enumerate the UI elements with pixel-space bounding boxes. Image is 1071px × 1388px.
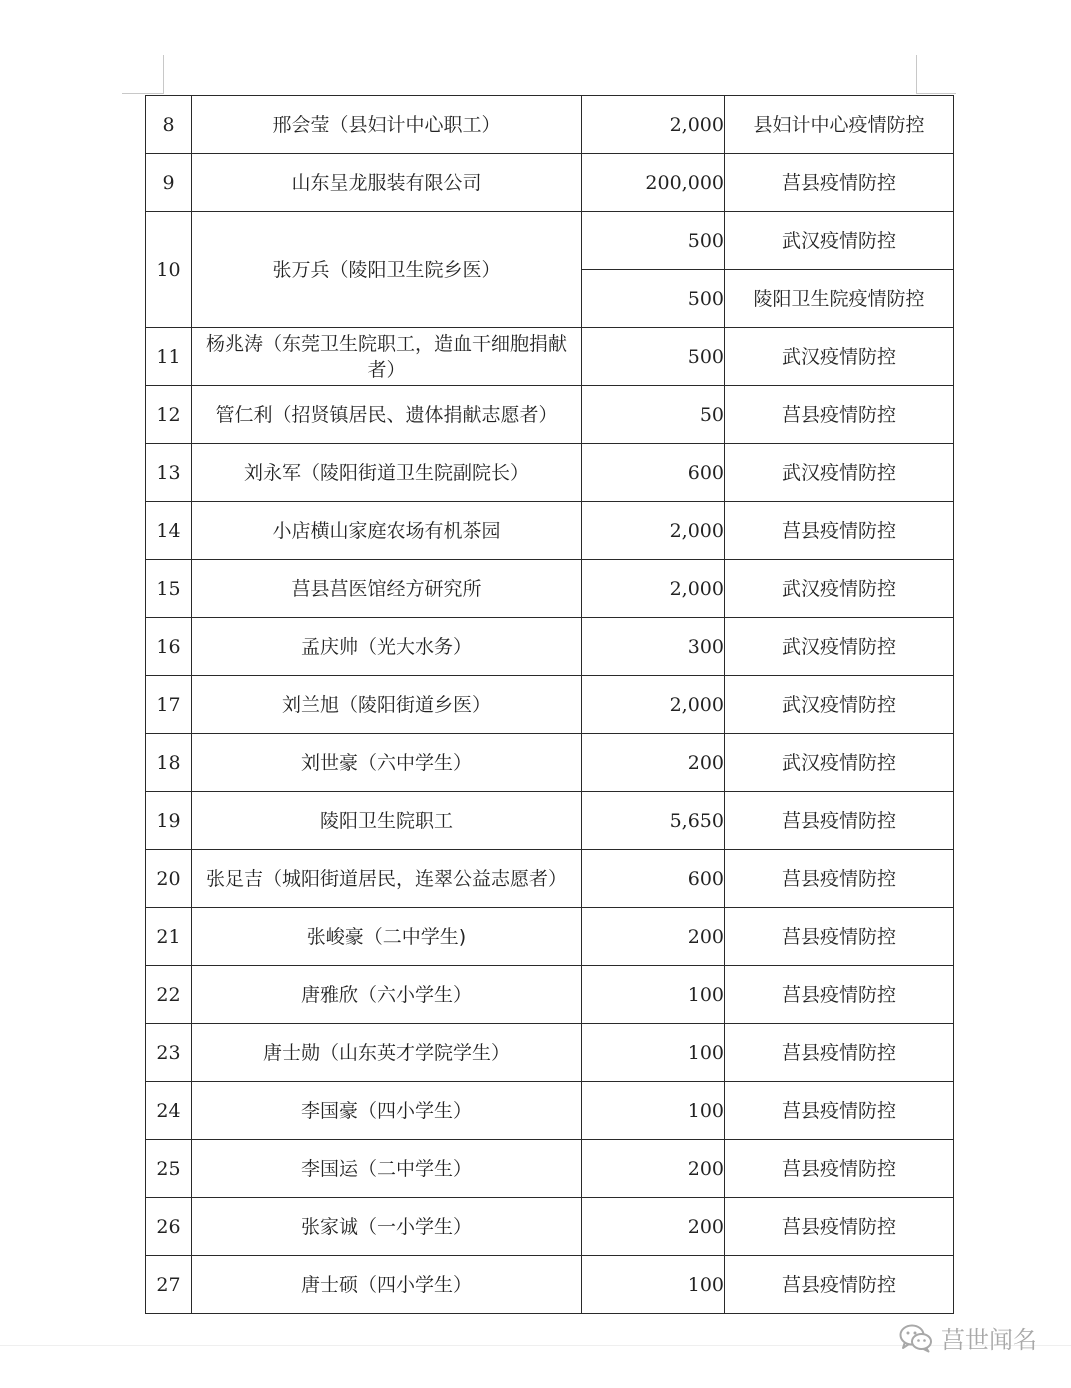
row-number: 19: [146, 792, 192, 850]
table-row: [146, 502, 954, 560]
donation-purpose: 莒县疫情防控: [725, 386, 954, 444]
donor-name: 刘永军（陵阳街道卫生院副院长）: [192, 444, 582, 502]
table-row: [146, 560, 954, 618]
donation-amount: 500: [582, 270, 725, 328]
donor-name: 陵阳卫生院职工: [192, 792, 582, 850]
donation-amount: 2,000: [582, 502, 725, 560]
donor-name: 李国运（二中学生）: [192, 1140, 582, 1198]
donation-purpose: 武汉疫情防控: [725, 212, 954, 270]
table-row: [146, 1198, 954, 1256]
donation-purpose: 莒县疫情防控: [725, 502, 954, 560]
donor-name: 山东呈龙服装有限公司: [192, 154, 582, 212]
table-row: [146, 444, 954, 502]
donation-purpose: 武汉疫情防控: [725, 618, 954, 676]
crop-mark-top-right-vertical: [916, 55, 917, 93]
donation-amount: 500: [582, 212, 725, 270]
donation-purpose: 莒县疫情防控: [725, 1082, 954, 1140]
table-row: [146, 908, 954, 966]
donation-purpose: 莒县疫情防控: [725, 792, 954, 850]
table-row: [146, 676, 954, 734]
table-row: [146, 792, 954, 850]
row-number: 24: [146, 1082, 192, 1140]
row-number: 11: [146, 328, 192, 386]
donation-amount: 300: [582, 618, 725, 676]
donation-amount: 100: [582, 966, 725, 1024]
donor-name: 张峻豪（二中学生): [192, 908, 582, 966]
table-row: [146, 1024, 954, 1082]
donation-purpose: 县妇计中心疫情防控: [725, 96, 954, 154]
donor-name: 刘世豪（六中学生）: [192, 734, 582, 792]
wechat-icon: [899, 1323, 933, 1353]
row-number: 25: [146, 1140, 192, 1198]
donor-name: 李国豪（四小学生）: [192, 1082, 582, 1140]
donation-purpose: 莒县疫情防控: [725, 850, 954, 908]
donation-purpose: 武汉疫情防控: [725, 734, 954, 792]
table-row: [146, 850, 954, 908]
row-number: 13: [146, 444, 192, 502]
watermark: [899, 1320, 1037, 1355]
donation-purpose: 莒县疫情防控: [725, 1140, 954, 1198]
row-number: 27: [146, 1256, 192, 1314]
donation-amount: 600: [582, 850, 725, 908]
donation-amount: 2,000: [582, 96, 725, 154]
donation-amount: 50: [582, 386, 725, 444]
donation-purpose: 莒县疫情防控: [725, 908, 954, 966]
donation-purpose: 武汉疫情防控: [725, 444, 954, 502]
donor-name: 唐士硕（四小学生）: [192, 1256, 582, 1314]
table-row: [146, 386, 954, 444]
donation-amount: 2,000: [582, 676, 725, 734]
donor-name: 孟庆帅（光大水务）: [192, 618, 582, 676]
row-number: 12: [146, 386, 192, 444]
row-number: 15: [146, 560, 192, 618]
donation-purpose: 莒县疫情防控: [725, 1198, 954, 1256]
row-number: 20: [146, 850, 192, 908]
row-number: 23: [146, 1024, 192, 1082]
donor-name: 唐士勋（山东英才学院学生）: [192, 1024, 582, 1082]
row-number: 14: [146, 502, 192, 560]
donor-name: 管仁利（招贤镇居民、遗体捐献志愿者）: [192, 386, 582, 444]
watermark-text: 莒世闻名: [941, 1326, 1037, 1354]
table-row: [146, 734, 954, 792]
row-number: 18: [146, 734, 192, 792]
donation-amount: 100: [582, 1082, 725, 1140]
donor-name: 张足吉（城阳街道居民，连翠公益志愿者）: [192, 850, 582, 908]
donor-name: 邢会莹（县妇计中心职工）: [192, 96, 582, 154]
donation-amount: 100: [582, 1024, 725, 1082]
row-number: 10: [146, 212, 192, 328]
donation-purpose: 莒县疫情防控: [725, 154, 954, 212]
donation-amount: 600: [582, 444, 725, 502]
table-row: [146, 1256, 954, 1314]
donation-purpose: 武汉疫情防控: [725, 328, 954, 386]
donation-amount: 200: [582, 908, 725, 966]
donor-name: 唐雅欣（六小学生）: [192, 966, 582, 1024]
table-row: [146, 212, 954, 270]
donation-purpose: 武汉疫情防控: [725, 560, 954, 618]
donor-name: 张万兵（陵阳卫生院乡医）: [192, 212, 582, 328]
row-number: 9: [146, 154, 192, 212]
donation-amount: 200: [582, 734, 725, 792]
donor-name: 张家诚（一小学生）: [192, 1198, 582, 1256]
donation-amount: 500: [582, 328, 725, 386]
table-row: [146, 618, 954, 676]
table-row: [146, 328, 954, 386]
donation-table-body: [146, 96, 954, 1314]
table-row: [146, 966, 954, 1024]
donor-name: 刘兰旭（陵阳街道乡医）: [192, 676, 582, 734]
row-number: 26: [146, 1198, 192, 1256]
donation-amount: 100: [582, 1256, 725, 1314]
table-row: [146, 1140, 954, 1198]
donation-amount: 200,000: [582, 154, 725, 212]
donor-name: 小店横山家庭农场有机茶园: [192, 502, 582, 560]
donation-amount: 200: [582, 1198, 725, 1256]
donation-purpose: 莒县疫情防控: [725, 1256, 954, 1314]
row-number: 21: [146, 908, 192, 966]
donation-amount: 200: [582, 1140, 725, 1198]
row-number: 17: [146, 676, 192, 734]
donation-purpose: 莒县疫情防控: [725, 966, 954, 1024]
donation-amount: 2,000: [582, 560, 725, 618]
crop-mark-top-left-horizontal: [122, 93, 164, 94]
table-row: [146, 1082, 954, 1140]
row-number: 22: [146, 966, 192, 1024]
donation-purpose: 武汉疫情防控: [725, 676, 954, 734]
donor-name: 莒县莒医馆经方研究所: [192, 560, 582, 618]
crop-mark-top-left-vertical: [163, 55, 164, 93]
table-row: [146, 154, 954, 212]
donation-table: [145, 95, 954, 1314]
table-row: [146, 96, 954, 154]
donation-purpose: 陵阳卫生院疫情防控: [725, 270, 954, 328]
donation-purpose: 莒县疫情防控: [725, 1024, 954, 1082]
row-number: 16: [146, 618, 192, 676]
donor-name: 杨兆涛（东莞卫生院职工，造血干细胞捐献者）: [192, 328, 582, 386]
row-number: 8: [146, 96, 192, 154]
donation-amount: 5,650: [582, 792, 725, 850]
crop-mark-top-right-horizontal: [916, 93, 956, 94]
